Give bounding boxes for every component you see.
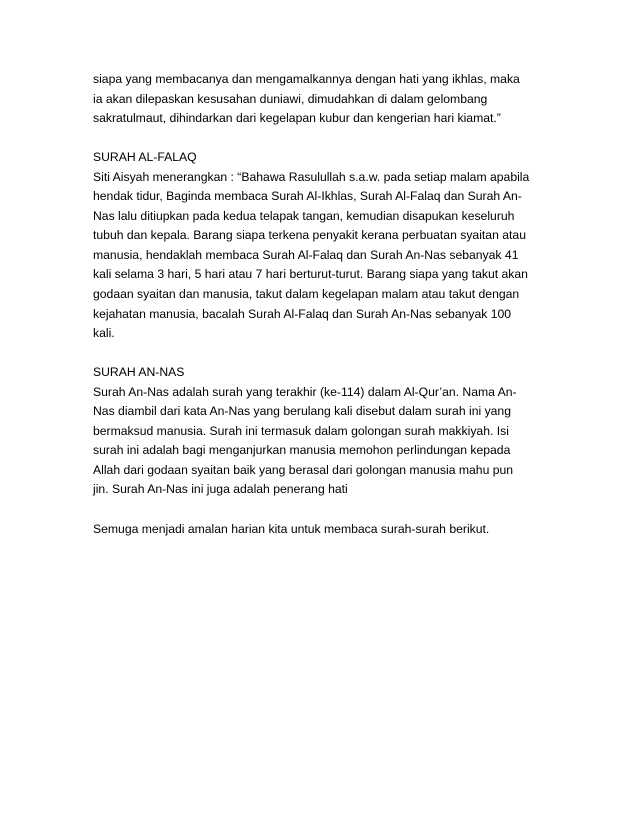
paragraph-line: tubuh dan kepala. Barang siapa terkena penyakit kerana perbuatan syaitan atau xyxy=(93,228,526,243)
section-heading: SURAH AN-NAS xyxy=(93,365,185,380)
paragraph-line: surah ini adalah bagi menganjurkan manusia memohon perlindungan kepada xyxy=(93,443,511,458)
closing-paragraph xyxy=(93,520,563,540)
paragraph-line: Nas diambil dari kata An-Nas yang berulang kali disebut dalam surah ini yang xyxy=(93,404,511,419)
paragraph-line: sakratulmaut, dihindarkan dari kegelapan kubur dan kengerian hari kiamat.” xyxy=(93,111,501,126)
paragraph-spacer xyxy=(93,500,563,520)
section-heading: SURAH AL-FALAQ xyxy=(93,150,197,165)
document-page xyxy=(93,70,563,539)
paragraph-spacer xyxy=(93,129,563,149)
paragraph-line: Allah dari godaan syaitan baik yang berasal dari golongan manusia mahu pun xyxy=(93,462,514,477)
paragraph-line: siapa yang membacanya dan mengamalkannya dengan hati yang ikhlas, maka xyxy=(93,72,520,86)
section-al-falaq xyxy=(93,148,563,343)
paragraph-line: Semuga menjadi amalan harian kita untuk membaca surah-surah berikut. xyxy=(93,521,490,536)
intro-paragraph xyxy=(93,70,563,129)
paragraph-line: kejahatan manusia, bacalah Surah Al-Falaq dan Surah An-Nas sebanyak 100 xyxy=(93,306,512,321)
section-an-nas xyxy=(93,363,563,500)
paragraph-line: Siti Aisyah menerangkan : “Bahawa Rasulullah s.a.w. pada setiap malam apabila xyxy=(93,169,530,184)
paragraph-line: hendak tidur, Baginda membaca Surah Al-Ikhlas, Surah Al-Falaq dan Surah An- xyxy=(93,189,522,204)
paragraph-line: godaan syaitan dan manusia, takut dalam kegelapan malam atau takut dengan xyxy=(93,287,520,302)
paragraph-line: kali. xyxy=(93,326,115,341)
paragraph-line: Nas lalu ditiupkan pada kedua telapak tangan, kemudian disapukan keseluruh xyxy=(93,208,515,223)
paragraph-spacer xyxy=(93,344,563,364)
paragraph-line: Surah An-Nas adalah surah yang terakhir (ke-114) dalam Al-Qur’an. Nama An- xyxy=(93,384,517,399)
paragraph-line: bermaksud manusia. Surah ini termasuk dalam golongan surah makkiyah. Isi xyxy=(93,423,509,438)
paragraph-line: ia akan dilepaskan kesusahan duniawi, dimudahkan di dalam gelombang xyxy=(93,91,488,106)
paragraph-line: kali selama 3 hari, 5 hari atau 7 hari berturut-turut. Barang siapa yang takut akan xyxy=(93,267,528,282)
paragraph-line: jin. Surah An-Nas ini juga adalah penerang hati xyxy=(93,482,348,497)
paragraph-line: manusia, hendaklah membaca Surah Al-Falaq dan Surah An-Nas sebanyak 41 xyxy=(93,247,519,262)
